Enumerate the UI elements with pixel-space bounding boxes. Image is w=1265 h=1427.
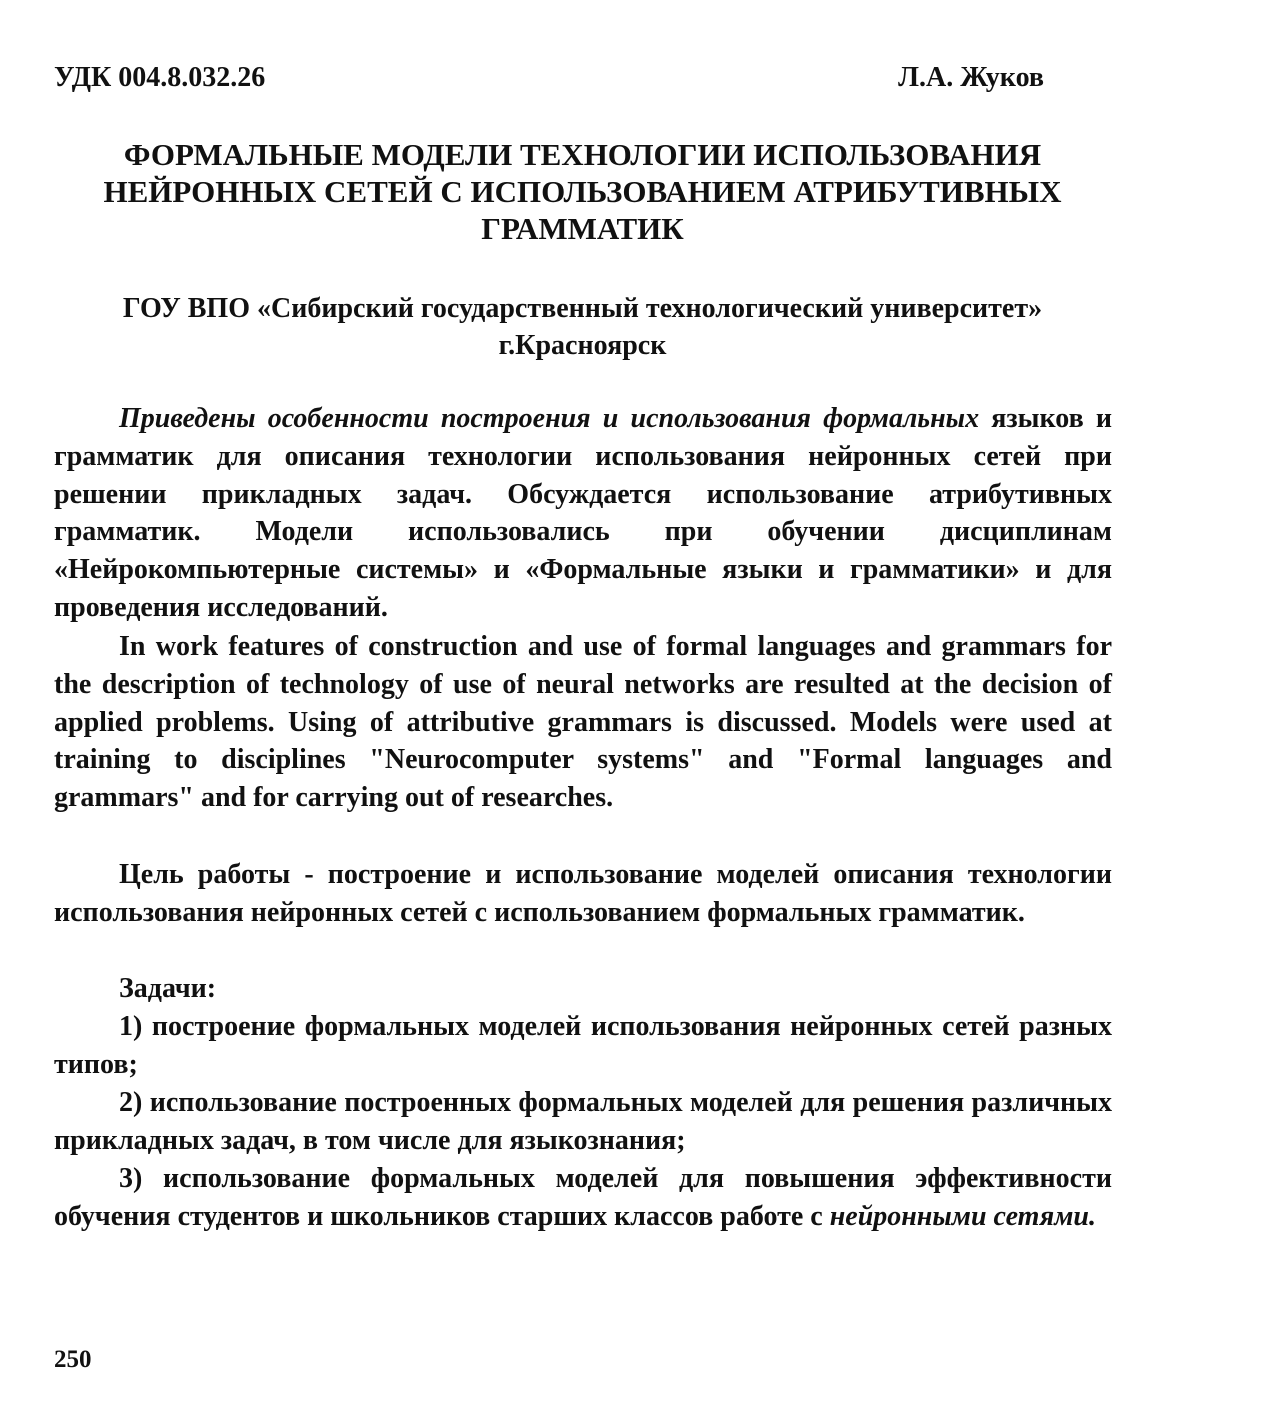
title-line-1: ФОРМАЛЬНЫЕ МОДЕЛИ ТЕХНОЛОГИИ ИСПОЛЬЗОВАНИЯ (123, 137, 1042, 172)
task-item-1 (54, 1008, 1112, 1084)
task-item-3-italic: нейронными сетями. (829, 1200, 1096, 1232)
header-row (54, 58, 1044, 98)
tasks-label: Задачи: (119, 973, 217, 1004)
tasks-label-block (54, 970, 1112, 1008)
task-item-3 (54, 1160, 1112, 1236)
abstract-russian-rest: языков и грамматик для описания технологии использования нейронных сетей при решении прикладных задач. Обсуждается использование атрибутивных грамматик. Модели использовались при обучении дисциплинам «Нейрокомпьютерные системы» и «Формальные языки и грамматики» и для проведения исследований. (54, 403, 1112, 623)
task-item-1-text: 1) построение формальных моделей использования нейронных сетей разных типов; (54, 1011, 1112, 1080)
abstract-russian (54, 400, 1112, 627)
abstract-russian-paragraph (54, 400, 1112, 627)
udk-code: УДК 004.8.032.26 (54, 62, 266, 93)
affiliation (60, 290, 1105, 364)
abstract-russian-lead: Приведены особенности построения и использования формальных (119, 403, 980, 434)
affiliation-line-2: г.Красноярск (498, 330, 667, 361)
abstract-english (54, 628, 1112, 817)
task-item-2 (54, 1084, 1112, 1160)
aim-paragraph: Цель работы - построение и использование моделей описания технологии использования нейронных сетей с использованием формальных грамматик. (54, 859, 1112, 928)
author-name: Л.А. Жуков (898, 62, 1044, 93)
abstract-english-paragraph: In work features of construction and use of formal languages and grammars for the description of technology of use of neural networks are resulted at the decision of applied problems. Using of attributive grammars is discussed. Models were used at training to disciplines "Neurocomputer systems" and "Formal languages and grammars" and for carrying out of researches. (54, 631, 1112, 814)
affiliation-line-1: ГОУ ВПО «Сибирский государственный технологический университет» (122, 293, 1043, 324)
aim-section (54, 856, 1112, 932)
title-line-3: ГРАММАТИК (481, 211, 684, 246)
task-item-2-text: 2) использование построенных формальных моделей для решения различных прикладных задач, в том числе для языкознания; (54, 1087, 1112, 1156)
page-number: 250 (54, 1346, 92, 1373)
paper-title (60, 136, 1105, 247)
task-item-3-text (54, 1160, 1112, 1236)
title-line-2: НЕЙРОННЫХ СЕТЕЙ С ИСПОЛЬЗОВАНИЕМ АТРИБУТИВНЫХ (103, 174, 1062, 209)
task-item-3-main: 3) использование формальных моделей для повышения эффективности обучения студентов и школьников старших классов работе с (54, 1163, 1112, 1232)
